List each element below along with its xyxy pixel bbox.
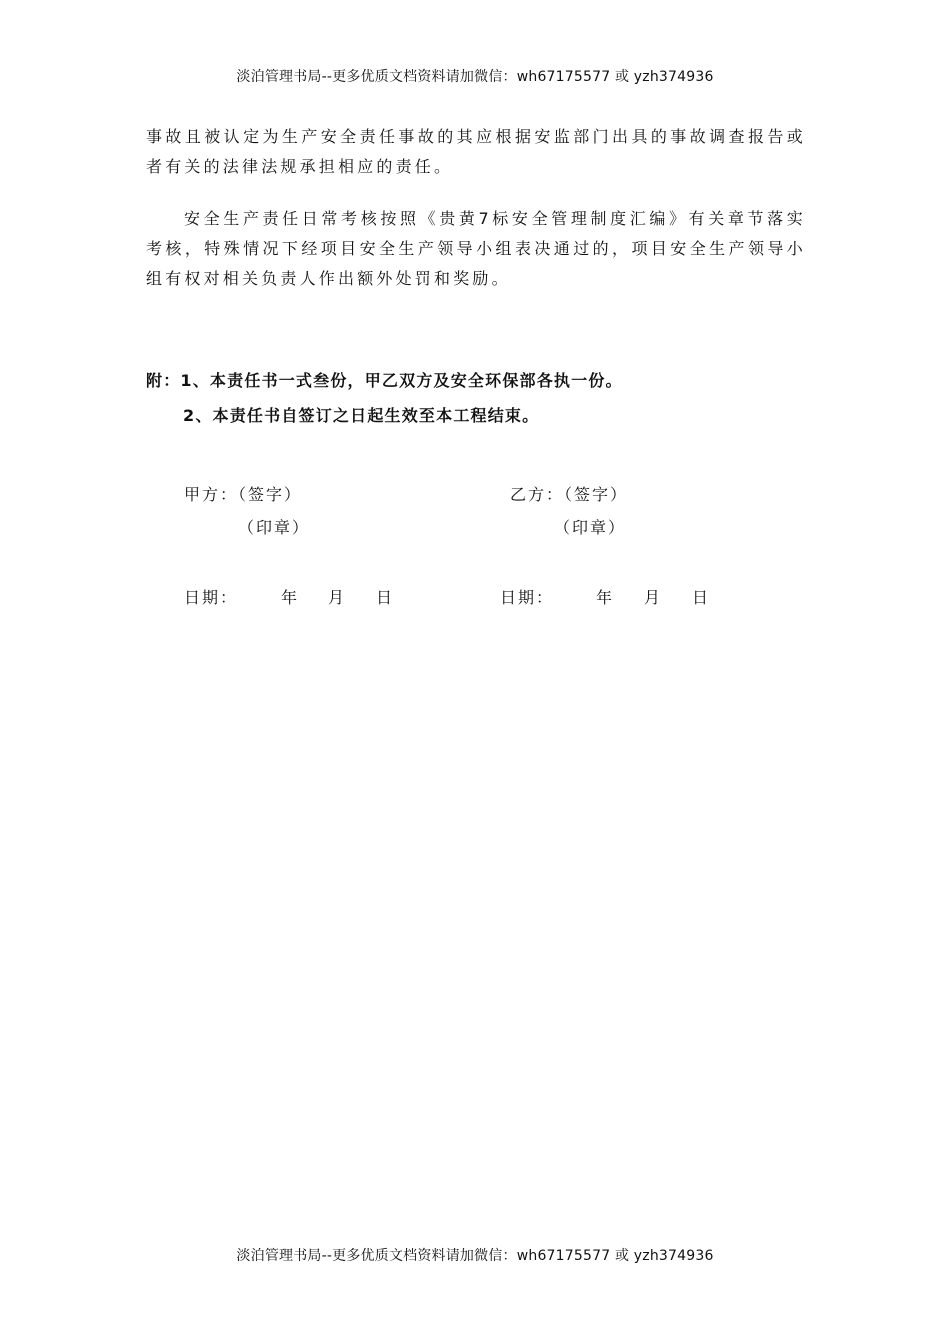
party-a-date-year: 年 <box>281 588 298 607</box>
party-b-signature-label: 乙方：（签字） <box>510 485 629 504</box>
attachment-item-2: 2、本责任书自签订之日起生效至本工程结束。 <box>183 406 540 425</box>
body-paragraph-1: 事故且被认定为生产安全责任事故的其应根据安监部门出具的事故调查报告或者有关的法律法规承担相应的责任。 <box>146 127 806 176</box>
party-b-date-year: 年 <box>596 588 613 607</box>
party-a-date-label: 日期： <box>184 588 239 607</box>
party-b-date-month: 月 <box>644 588 661 607</box>
party-a-date-month: 月 <box>328 588 345 607</box>
party-a-seal-label: （印章） <box>238 518 311 537</box>
party-a-signature-label: 甲方：（签字） <box>184 485 303 504</box>
attachment-item-1: 附：1、本责任书一式叁份，甲乙双方及安全环保部各执一份。 <box>146 371 623 390</box>
party-b-seal-label: （印章） <box>554 518 627 537</box>
party-a-date-day: 日 <box>376 588 393 607</box>
party-b-date-day: 日 <box>692 588 709 607</box>
body-paragraph-2: 安全生产责任日常考核按照《贵黄7标安全管理制度汇编》有关章节落实考核，特殊情况下经项目安全生产领导小组表决通过的，项目安全生产领导小组有权对相关负责人作出额外处罚和奖励。 <box>146 209 806 288</box>
party-b-date-label: 日期： <box>500 588 555 607</box>
page-footer: 淡泊管理书局--更多优质文档资料请加微信：wh67175577 或 yzh374936 <box>236 1248 714 1264</box>
page-header: 淡泊管理书局--更多优质文档资料请加微信：wh67175577 或 yzh374936 <box>236 69 714 85</box>
